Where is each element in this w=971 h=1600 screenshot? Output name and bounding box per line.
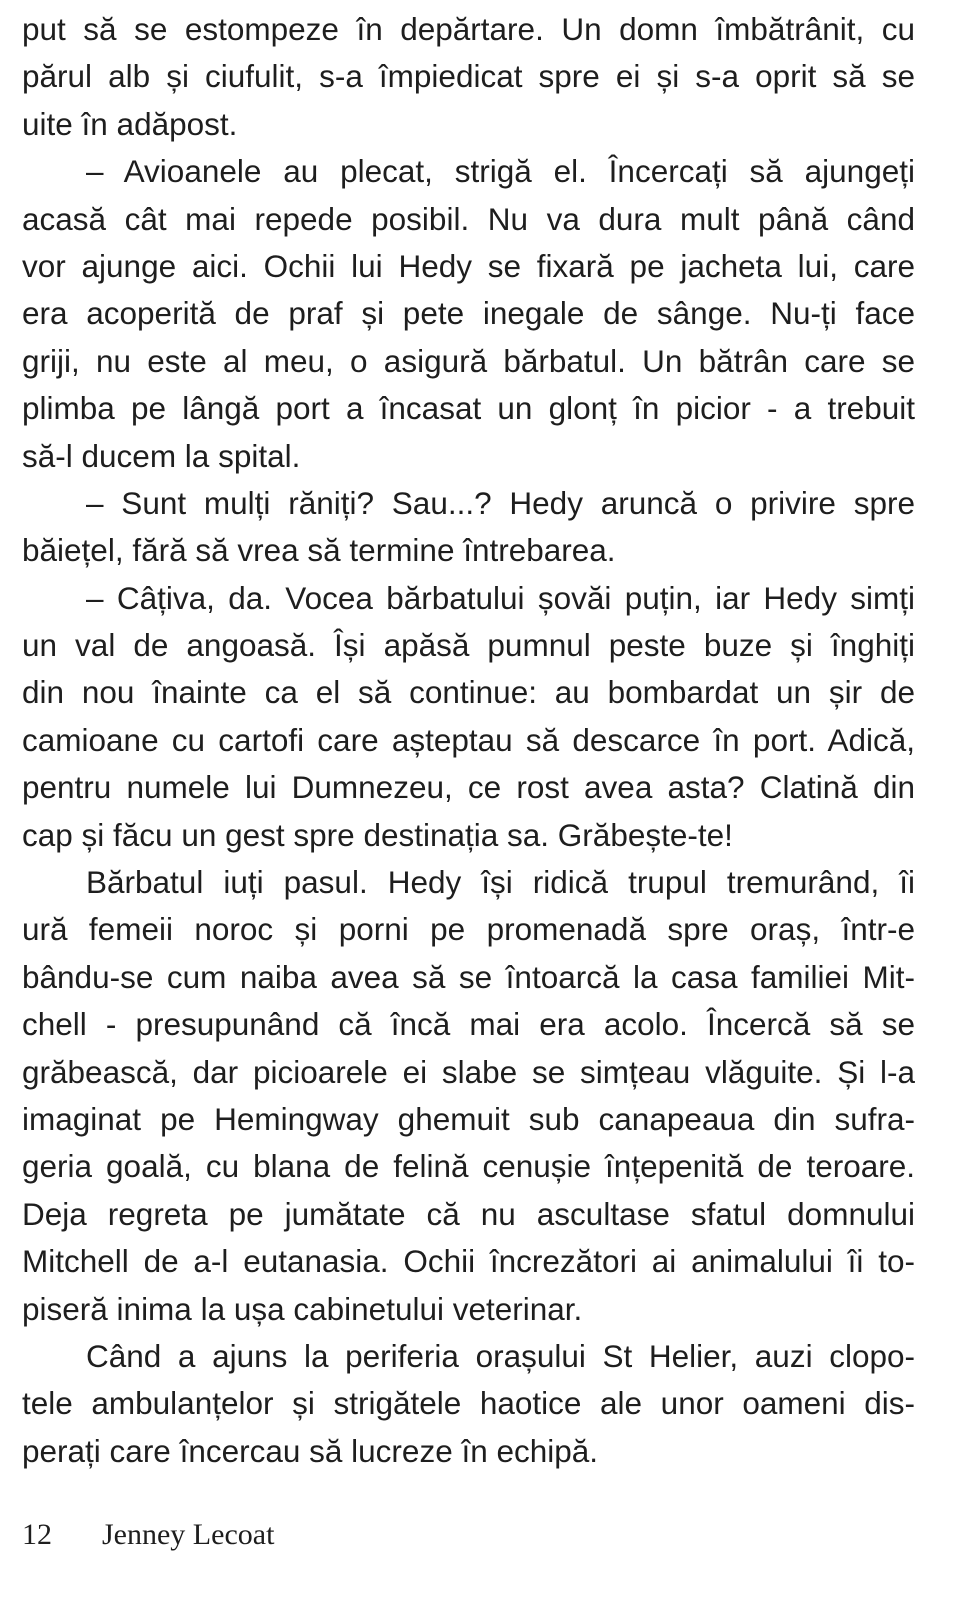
text-line: imaginat pe Hemingway ghemuit sub canapeaua din sufra- xyxy=(22,1100,915,1137)
page-footer xyxy=(22,1515,274,1555)
text-line: – Câțiva, da. Vocea bărbatului șovăi puțin, iar Hedy simți xyxy=(86,579,915,616)
text-line: ură femeii noroc și porni pe promenadă spre oraș, într-e xyxy=(22,911,915,948)
text-line: un val de angoasă. Își apăsă pumnul peste buze și înghiți xyxy=(22,627,915,664)
paragraph xyxy=(22,480,915,575)
text-line: părul alb și ciufulit, s-a împiedicat spre ei și s-a oprit să se xyxy=(22,58,915,95)
text-line: plimba pe lângă port a încasat un glonț în picior - a trebuit xyxy=(22,390,915,427)
text-line: băiețel, fără să vrea să termine întrebarea. xyxy=(22,532,616,569)
text-line: era acoperită de praf și pete inegale de sânge. Nu-ți face xyxy=(22,295,915,332)
text-line: geria goală, cu blana de felină cenușie înțepenită de teroare. xyxy=(22,1148,915,1185)
running-author: Jenney Lecoat xyxy=(102,1518,275,1551)
text-line: grăbească, dar picioarele ei slabe se simțeau vlăguite. Și l-a xyxy=(22,1053,915,1090)
page-number: 12 xyxy=(22,1518,52,1551)
text-line: put să se estompeze în depărtare. Un domn îmbătrânit, cu xyxy=(22,11,915,47)
text-line: chell - presupunând că încă mai era acolo. Încercă să se xyxy=(22,1006,915,1043)
text-line: vor ajunge aici. Ochii lui Hedy se fixară pe jacheta lui, care xyxy=(22,247,915,284)
text-line: uite în adăpost. xyxy=(22,105,238,142)
text-line: Bărbatul iuți pasul. Hedy își ridică trupul tremurând, îi xyxy=(86,864,915,901)
text-line: acasă cât mai repede posibil. Nu va dura mult până când xyxy=(22,200,915,237)
page-body xyxy=(22,6,915,1475)
text-line: griji, nu este al meu, o asigură bărbatul. Un bătrân care se xyxy=(22,342,915,379)
text-line: camioane cu cartofi care așteptau să descarce în port. Adică, xyxy=(22,721,915,758)
text-line: să-l ducem la spital. xyxy=(22,437,301,474)
text-line: perați care încercau să lucreze în echipă. xyxy=(22,1432,599,1469)
text-line: pentru numele lui Dumnezeu, ce rost avea asta? Clatină din xyxy=(22,769,915,806)
text-line: – Sunt mulți răniți? Sau...? Hedy aruncă o privire spre xyxy=(86,484,915,521)
paragraph xyxy=(22,6,915,148)
paragraph xyxy=(22,1333,915,1475)
paragraph xyxy=(22,575,915,859)
text-line: cap și făcu un gest spre destinația sa. Grăbește-te! xyxy=(22,816,733,853)
paragraph xyxy=(22,859,915,1333)
text-line: piseră inima la ușa cabinetului veterinar. xyxy=(22,1290,583,1327)
text-line: Deja regreta pe jumătate că nu ascultase sfatul domnului xyxy=(22,1195,915,1232)
text-line: Mitchell de a-l eutanasia. Ochii încrezători ai animalului îi to- xyxy=(22,1243,915,1280)
paragraph xyxy=(22,148,915,480)
text-line: – Avioanele au plecat, strigă el. Încercați să ajungeți xyxy=(86,153,915,190)
text-line: tele ambulanțelor și strigătele haotice ale unor oameni dis- xyxy=(22,1385,915,1422)
text-line: din nou înainte ca el să continue: au bombardat un șir de xyxy=(22,674,915,711)
text-line: bându-se cum naiba avea să se întoarcă la casa familiei Mit- xyxy=(22,958,915,995)
text-line: Când a ajuns la periferia orașului St Helier, auzi clopo- xyxy=(86,1337,915,1374)
